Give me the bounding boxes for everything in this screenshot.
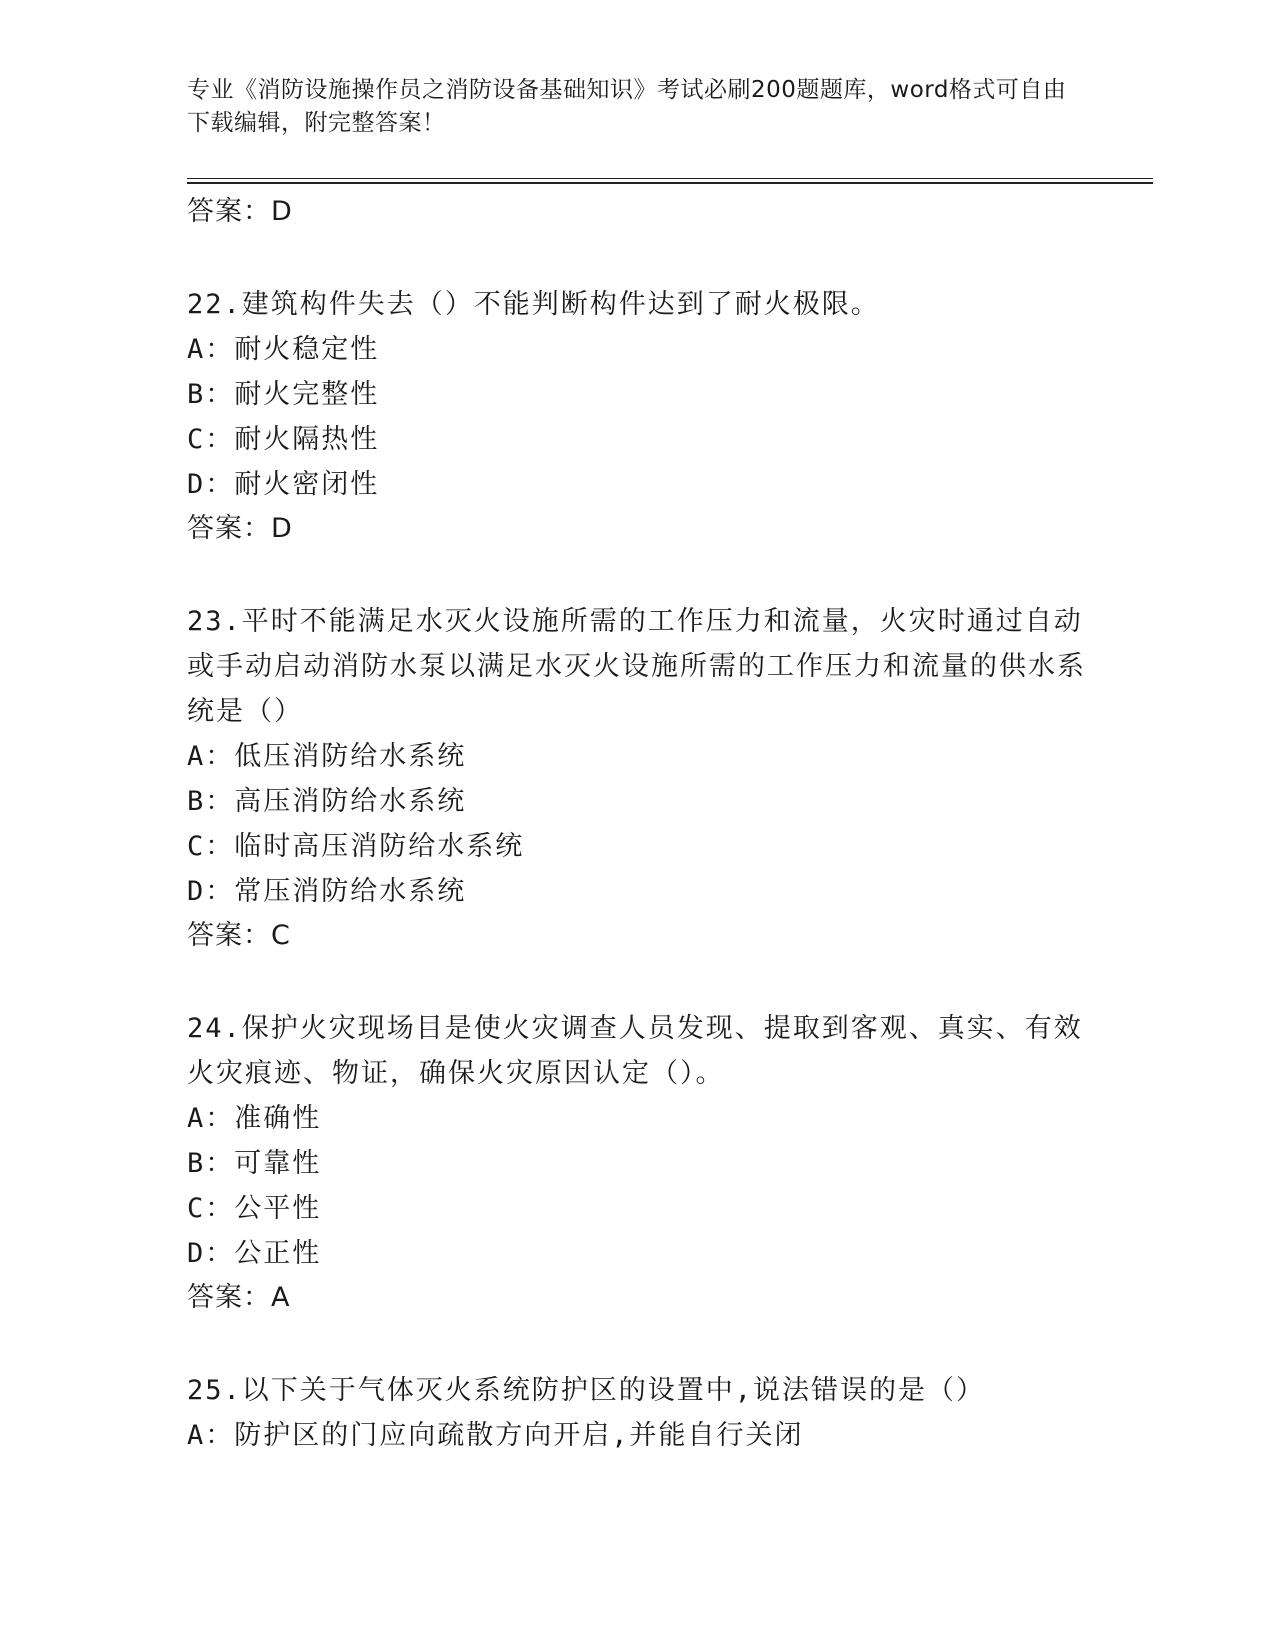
question-23 (187, 599, 1087, 958)
question-22 (187, 282, 1087, 551)
header-divider-thick (187, 182, 1153, 184)
document-header: 专业《消防设施操作员之消防设备基础知识》考试必刷200题题库，word格式可自由下载编辑，附完整答案！ (187, 77, 1067, 136)
option-d: D：公正性 (187, 1238, 322, 1269)
header-divider-thin (187, 178, 1153, 179)
answer-label: 答案：D (187, 196, 293, 227)
option-a: A：防护区的门应向疏散方向开启,并能自行关闭 (187, 1420, 804, 1451)
question-text: 25.以下关于气体灭火系统防护区的设置中,说法错误的是（） (187, 1375, 986, 1406)
question-text: 23.平时不能满足水灭火设施所需的工作压力和流量，火灾时通过自动或手动启动消防水泵以满足水灭火设施所需的工作压力和流量的供水系统是（） (187, 606, 1086, 727)
option-a: A：准确性 (187, 1103, 322, 1134)
option-b: B：可靠性 (187, 1148, 322, 1179)
option-c: C：耐火隔热性 (187, 424, 380, 455)
option-c: C：临时高压消防给水系统 (187, 831, 525, 862)
option-d: D：常压消防给水系统 (187, 876, 467, 907)
answer-label: 答案：D (187, 513, 293, 544)
option-b: B：耐火完整性 (187, 379, 380, 410)
option-a: A：耐火稳定性 (187, 334, 380, 365)
answer-label: 答案：A (187, 1282, 291, 1313)
option-a: A：低压消防给水系统 (187, 741, 467, 772)
option-c: C：公平性 (187, 1193, 322, 1224)
question-24 (187, 1006, 1087, 1320)
question-25 (187, 1368, 1087, 1458)
option-b: B：高压消防给水系统 (187, 786, 467, 817)
question-text: 22.建筑构件失去（）不能判断构件达到了耐火极限。 (187, 289, 880, 320)
question-text: 24.保护火灾现场目是使火灾调查人员发现、提取到客观、真实、有效火灾痕迹、物证，确保火灾原因认定（）。 (187, 1013, 1083, 1089)
answer-label: 答案：C (187, 920, 291, 951)
document-body (187, 190, 1087, 1458)
option-d: D：耐火密闭性 (187, 469, 380, 500)
